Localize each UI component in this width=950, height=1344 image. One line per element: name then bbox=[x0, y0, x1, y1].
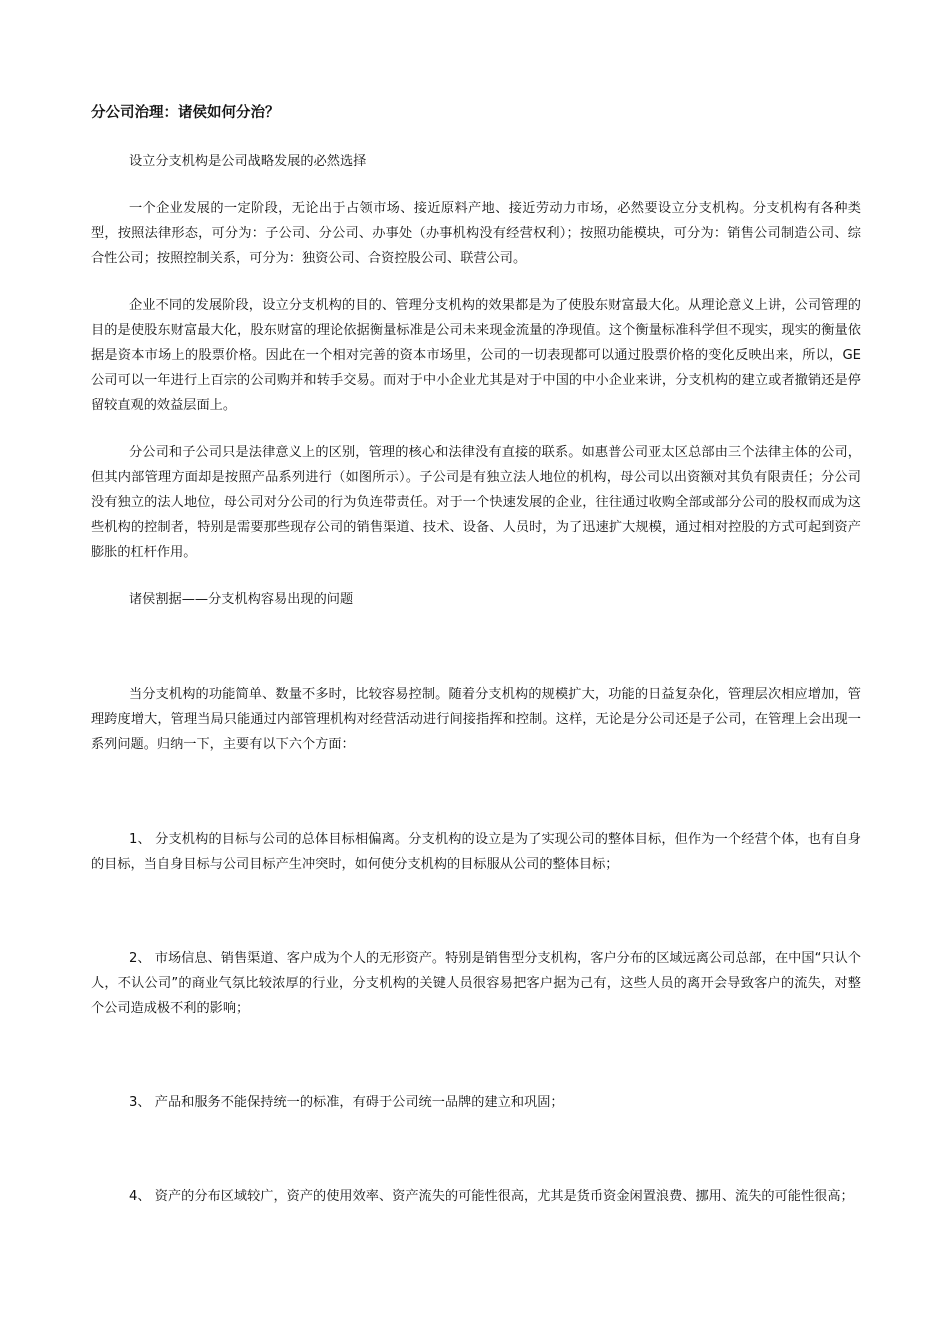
list-item-1: 1、 分支机构的目标与公司的总体目标相偏离。分支机构的设立是为了实现公司的整体目标，但作为一个经营个体，也有自身的目标，当自身目标与公司目标产生冲突时，如何使分支机构的目标服从公司的整体目标； bbox=[91, 832, 861, 872]
paragraph-control-issues: 当分支机构的功能简单、数量不多时，比较容易控制。随着分支机构的规模扩大，功能的日益复杂化，管理层次相应增加，管理跨度增大，管理当局只能通过内部管理机构对经营活动进行间接指挥和控制。这样，无论是分公司还是子公司，在管理上会出现一系列问题。归纳一下，主要有以下六个方面： bbox=[91, 687, 861, 752]
section-heading-strategy: 设立分支机构是公司战略发展的必然选择 bbox=[129, 154, 367, 169]
document-title: 分公司治理：诸侯如何分治？ bbox=[91, 105, 280, 121]
section-heading-problems: 诸侯割据——分支机构容易出现的问题 bbox=[129, 592, 354, 607]
paragraph-shareholder-wealth: 企业不同的发展阶段，设立分支机构的目的、管理分支机构的效果都是为了使股东财富最大化。从理论意义上讲，公司管理的目的是使股东财富最大化，股东财富的理论依据衡量标准是公司未来现金流量的净现值。这个衡量标准科学但不现实，现实的衡量依据是资本市场上的股票价格。因此在一个相对完善的资本市场里，公司的一切表现都可以通过股票价格的变化反映出来，所以，GE 公司可以一年进行上百宗的公司购并和转手交易。而对于中小企业尤其是对于中国的中小企业来讲，分支机构的建立或者撤销还是停留较直观的效益层面上。 bbox=[91, 298, 861, 413]
paragraph-branch-vs-subsidiary: 分公司和子公司只是法律意义上的区别，管理的核心和法律没有直接的联系。如惠普公司亚太区总部由三个法律主体的公司，但其内部管理方面却是按照产品系列进行（如图所示）。子公司是有独立法人地位的机构，母公司以出资额对其负有限责任；分公司没有独立的法人地位，母公司对分公司的行为负连带责任。对于一个快速发展的企业，往往通过收购全部或部分公司的股权而成为这些机构的控制者，特别是需要那些现存公司的销售渠道、技术、设备、人员时，为了迅速扩大规模，通过相对控股的方式可起到资产膨胀的杠杆作用。 bbox=[91, 445, 861, 560]
list-item-4: 4、 资产的分布区域较广，资产的使用效率、资产流失的可能性很高，尤其是货币资金闲置浪费、挪用、流失的可能性很高； bbox=[129, 1189, 854, 1204]
list-item-2: 2、 市场信息、销售渠道、客户成为个人的无形资产。特别是销售型分支机构，客户分布的区域远离公司总部，在中国“只认个人，不认公司”的商业气氛比较浓厚的行业，分支机构的关键人员很容易把客户据为己有，这些人员的离开会导致客户的流失，对整个公司造成极不利的影响； bbox=[91, 951, 861, 1016]
list-item-3: 3、 产品和服务不能保持统一的标准，有碍于公司统一品牌的建立和巩固； bbox=[129, 1095, 564, 1110]
paragraph-branch-types: 一个企业发展的一定阶段，无论出于占领市场、接近原料产地、接近劳动力市场，必然要设立分支机构。分支机构有各种类型，按照法律形态，可分为：子公司、分公司、办事处（办事机构没有经营权利）；按照功能模块，可分为：销售公司制造公司、综合性公司；按照控制关系，可分为：独资公司、合资控股公司、联营公司。 bbox=[91, 201, 861, 266]
